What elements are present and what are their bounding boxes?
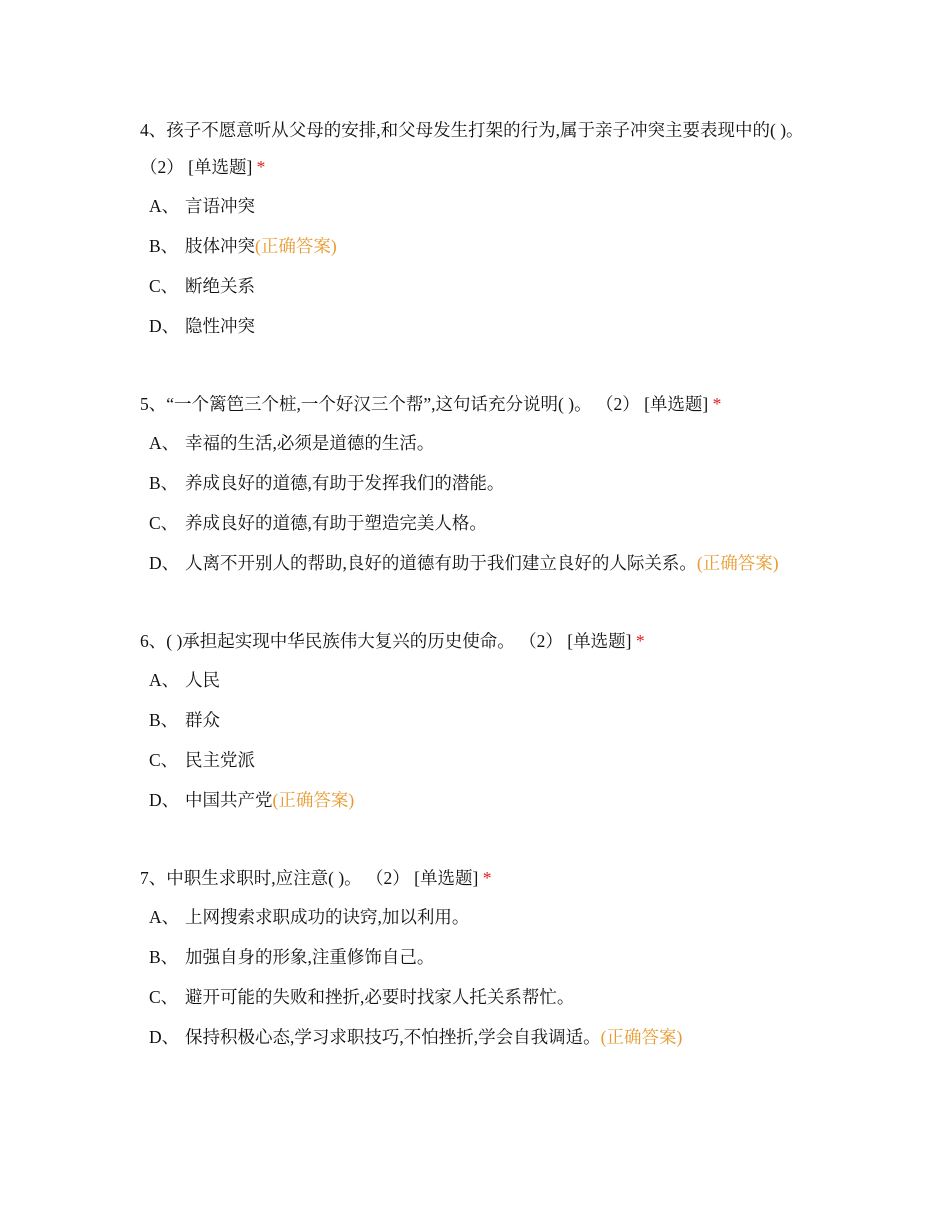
option-list [140, 905, 820, 1049]
option-letter: B、 [149, 710, 179, 730]
option-text: 隐性冲突 [185, 316, 255, 336]
option-letter: D、 [149, 553, 180, 573]
option-letter: B、 [149, 236, 179, 256]
question-type: [单选题] [188, 157, 253, 177]
question-text: 6、( )承担起实现中华民族伟大复兴的历史使命。 [140, 631, 515, 651]
option-text: 避开可能的失败和挫折,必要时找家人托关系帮忙。 [185, 987, 575, 1007]
question-7 [140, 860, 820, 1049]
option-c [149, 274, 820, 298]
question-text: 4、孩子不愿意听从父母的安排,和父母发生打架的行为,属于亲子冲突主要表现中的( )。 [140, 120, 804, 140]
option-text: 养成良好的道德,有助于塑造完美人格。 [185, 513, 487, 533]
option-letter: B、 [149, 473, 179, 493]
question-5 [140, 386, 820, 575]
question-text: 7、中职生求职时,应注意( )。 [140, 868, 362, 888]
option-list [140, 668, 820, 812]
option-text: 中国共产党 [185, 790, 273, 810]
question-stem [140, 623, 820, 660]
option-b [149, 471, 820, 495]
question-type: [单选题] [644, 394, 709, 414]
option-text: 人民 [185, 670, 220, 690]
correct-answer-mark: (正确答案) [600, 1027, 683, 1047]
question-text: 5、“一个篱笆三个桩,一个好汉三个帮”,这句话充分说明( )。 [140, 394, 592, 414]
option-d [149, 314, 820, 338]
question-type: [单选题] [414, 868, 479, 888]
option-text: 上网搜索求职成功的诀窍,加以利用。 [185, 907, 470, 927]
option-text: 断绝关系 [185, 276, 255, 296]
correct-answer-mark: (正确答案) [255, 236, 337, 256]
question-stem [140, 860, 820, 897]
option-text: 人离不开别人的帮助,良好的道德有助于我们建立良好的人际关系。 [185, 553, 697, 573]
option-text: 养成良好的道德,有助于发挥我们的潜能。 [185, 473, 505, 493]
option-letter: C、 [149, 513, 179, 533]
option-letter: A、 [149, 433, 180, 453]
question-stem [140, 112, 820, 186]
option-c [149, 985, 820, 1009]
option-letter: A、 [149, 670, 180, 690]
option-text: 幸福的生活,必须是道德的生活。 [185, 433, 435, 453]
option-d [149, 551, 820, 575]
correct-answer-mark: (正确答案) [696, 553, 779, 573]
question-type: [单选题] [567, 631, 632, 651]
option-c [149, 748, 820, 772]
option-letter: D、 [149, 316, 180, 336]
option-d [149, 1025, 820, 1049]
option-letter: A、 [149, 907, 180, 927]
question-score: （2） [140, 157, 184, 177]
option-a [149, 905, 820, 929]
option-letter: C、 [149, 987, 179, 1007]
question-stem [140, 386, 820, 423]
option-letter: D、 [149, 1027, 180, 1047]
option-b [149, 234, 820, 258]
option-text: 民主党派 [185, 750, 255, 770]
option-text: 言语冲突 [185, 196, 255, 216]
option-b [149, 945, 820, 969]
option-text: 保持积极心态,学习求职技巧,不怕挫折,学会自我调适。 [185, 1027, 601, 1047]
correct-answer-mark: (正确答案) [272, 790, 355, 810]
option-list [140, 194, 820, 338]
required-mark: * [635, 631, 645, 651]
option-letter: D、 [149, 790, 180, 810]
option-letter: B、 [149, 947, 179, 967]
option-d [149, 788, 820, 812]
option-letter: A、 [149, 196, 180, 216]
question-score: （2） [519, 631, 563, 651]
option-b [149, 708, 820, 732]
question-score: （2） [366, 868, 410, 888]
option-text: 群众 [185, 710, 220, 730]
option-letter: C、 [149, 276, 179, 296]
question-4 [140, 112, 820, 338]
required-mark: * [712, 394, 722, 414]
option-a [149, 431, 820, 455]
option-c [149, 511, 820, 535]
option-a [149, 668, 820, 692]
required-mark: * [256, 157, 266, 177]
question-score: （2） [595, 394, 640, 414]
option-a [149, 194, 820, 218]
option-text: 加强自身的形象,注重修饰自己。 [185, 947, 435, 967]
option-letter: C、 [149, 750, 179, 770]
option-text: 肢体冲突 [185, 236, 255, 256]
question-6 [140, 623, 820, 812]
option-list [140, 431, 820, 575]
required-mark: * [482, 868, 492, 888]
